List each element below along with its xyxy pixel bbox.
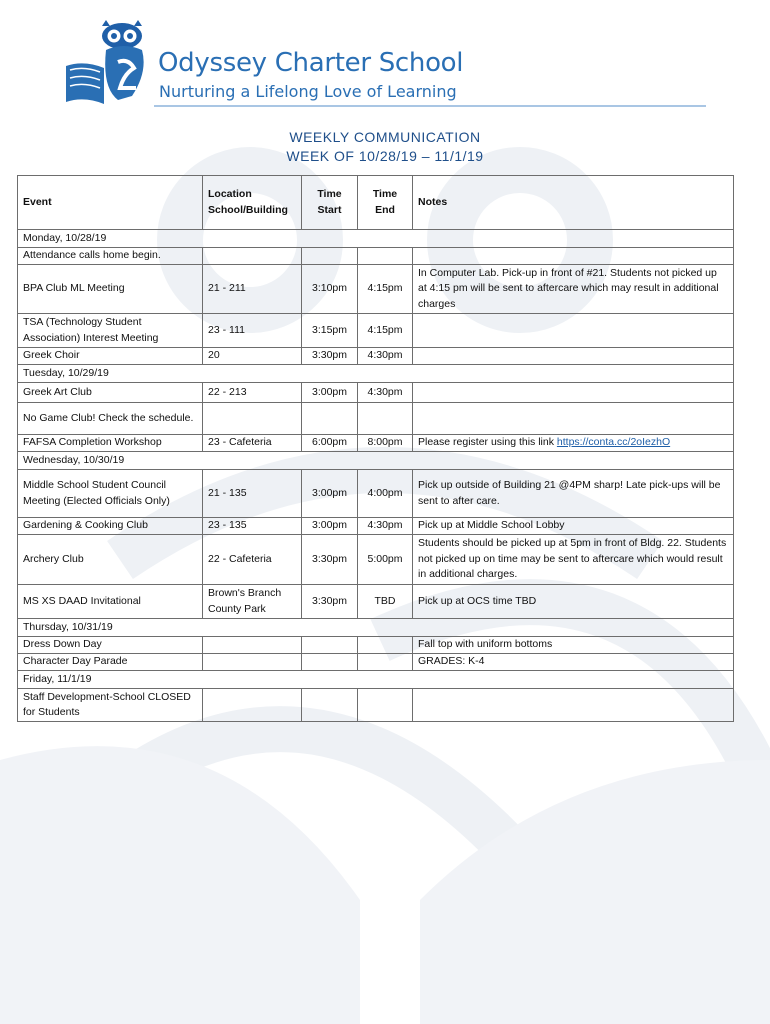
location-cell (203, 403, 302, 435)
day-label: Monday, 10/28/19 (18, 230, 734, 248)
time-start-cell (302, 689, 358, 722)
notes-cell: Fall top with uniform bottoms (413, 637, 734, 654)
time-start-cell (302, 248, 358, 265)
table-row (18, 383, 734, 403)
time-end-cell: 4:00pm (358, 470, 413, 518)
time-end-cell: 5:00pm (358, 535, 413, 585)
time-start-cell (302, 403, 358, 435)
time-end-cell (358, 654, 413, 671)
time-end-cell (358, 403, 413, 435)
day-row-wednesday (18, 452, 734, 470)
notes-cell: Pick up at Middle School Lobby (413, 518, 734, 535)
registration-link[interactable]: https://conta.cc/2oIezhO (556, 436, 671, 449)
time-start-cell: 3:00pm (302, 470, 358, 518)
day-row-monday (18, 230, 734, 248)
time-end-cell: 4:15pm (358, 314, 413, 348)
table-row (18, 435, 734, 452)
column-header-time-start: Time Start (302, 176, 358, 230)
document-titles (0, 128, 770, 166)
time-end-cell: TBD (358, 585, 413, 619)
event-cell: Character Day Parade (18, 654, 203, 671)
school-header (62, 18, 712, 110)
day-label: Wednesday, 10/30/19 (18, 452, 734, 470)
time-end-cell: 4:30pm (358, 518, 413, 535)
time-start-cell: 3:30pm (302, 535, 358, 585)
table-row (18, 314, 734, 348)
notes-cell: Students should be picked up at 5pm in front of Bldg. 22. Students not picked up on time may be sent to aftercare which would result in additional charges. (413, 535, 734, 585)
location-cell: 23 - Cafeteria (203, 435, 302, 452)
school-name: Odyssey Charter School (158, 48, 464, 78)
column-header-location: Location School/Building (203, 176, 302, 230)
event-cell: BPA Club ML Meeting (18, 265, 203, 314)
event-cell: Attendance calls home begin. (18, 248, 203, 265)
time-start-cell (302, 637, 358, 654)
notes-cell (413, 403, 734, 435)
time-start-cell: 3:15pm (302, 314, 358, 348)
time-end-cell (358, 637, 413, 654)
event-cell: Dress Down Day (18, 637, 203, 654)
event-cell: Greek Art Club (18, 383, 203, 403)
time-start-cell: 3:00pm (302, 518, 358, 535)
notes-cell: GRADES: K-4 (413, 654, 734, 671)
notes-text: Please register using this link (418, 436, 557, 449)
location-cell: 21 - 135 (203, 470, 302, 518)
table-row (18, 348, 734, 365)
notes-cell (413, 689, 734, 722)
notes-cell: In Computer Lab. Pick-up in front of #21. Students not picked up at 4:15 pm will be sent to aftercare which may result in additional charges (413, 265, 734, 314)
weekly-schedule-table (17, 175, 734, 722)
event-cell: Staff Development-School CLOSED for Students (18, 689, 203, 722)
day-row-tuesday (18, 365, 734, 383)
location-cell: 22 - Cafeteria (203, 535, 302, 585)
event-cell: Archery Club (18, 535, 203, 585)
location-cell (203, 654, 302, 671)
notes-cell (413, 348, 734, 365)
notes-cell (413, 248, 734, 265)
table-row (18, 535, 734, 585)
event-cell: Greek Choir (18, 348, 203, 365)
time-end-cell: 4:30pm (358, 383, 413, 403)
document-title: WEEKLY COMMUNICATION (289, 129, 481, 145)
header-divider (154, 105, 706, 107)
school-tagline: Nurturing a Lifelong Love of Learning (159, 82, 457, 101)
table-row (18, 403, 734, 435)
location-cell: 22 - 213 (203, 383, 302, 403)
time-start-cell: 3:00pm (302, 383, 358, 403)
table-row (18, 689, 734, 722)
owl-book-logo-icon (62, 18, 158, 110)
time-start-cell (302, 654, 358, 671)
event-cell: MS XS DAAD Invitational (18, 585, 203, 619)
day-label: Friday, 11/1/19 (18, 671, 734, 689)
notes-cell: Pick up outside of Building 21 @4PM sharp! Late pick-ups will be sent to after care. (413, 470, 734, 518)
day-row-thursday (18, 619, 734, 637)
event-cell: No Game Club! Check the schedule. (18, 403, 203, 435)
notes-cell: Pick up at OCS time TBD (413, 585, 734, 619)
column-header-time-end: Time End (358, 176, 413, 230)
event-cell: Gardening & Cooking Club (18, 518, 203, 535)
time-end-cell (358, 248, 413, 265)
location-cell: 23 - 135 (203, 518, 302, 535)
event-cell: Middle School Student Council Meeting (Elected Officials Only) (18, 470, 203, 518)
location-cell: 23 - 111 (203, 314, 302, 348)
table-row (18, 518, 734, 535)
event-cell: FAFSA Completion Workshop (18, 435, 203, 452)
day-label: Tuesday, 10/29/19 (18, 365, 734, 383)
time-start-cell: 3:30pm (302, 585, 358, 619)
table-header-row (18, 176, 734, 230)
time-start-cell: 6:00pm (302, 435, 358, 452)
column-header-event: Event (18, 176, 203, 230)
table-row (18, 585, 734, 619)
location-cell: 21 - 211 (203, 265, 302, 314)
table-row (18, 654, 734, 671)
location-cell (203, 637, 302, 654)
event-cell: TSA (Technology Student Association) Interest Meeting (18, 314, 203, 348)
time-end-cell: 8:00pm (358, 435, 413, 452)
notes-cell (413, 383, 734, 403)
notes-cell (413, 435, 734, 452)
table-row (18, 637, 734, 654)
day-row-friday (18, 671, 734, 689)
column-header-notes: Notes (413, 176, 734, 230)
location-cell (203, 248, 302, 265)
time-end-cell (358, 689, 413, 722)
time-end-cell: 4:30pm (358, 348, 413, 365)
notes-cell (413, 314, 734, 348)
day-label: Thursday, 10/31/19 (18, 619, 734, 637)
location-cell (203, 689, 302, 722)
time-end-cell: 4:15pm (358, 265, 413, 314)
time-start-cell: 3:30pm (302, 348, 358, 365)
table-row (18, 248, 734, 265)
table-row (18, 470, 734, 518)
location-cell: Brown's Branch County Park (203, 585, 302, 619)
week-range: WEEK OF 10/28/19 – 11/1/19 (286, 148, 484, 164)
table-row (18, 265, 734, 314)
time-start-cell: 3:10pm (302, 265, 358, 314)
location-cell: 20 (203, 348, 302, 365)
